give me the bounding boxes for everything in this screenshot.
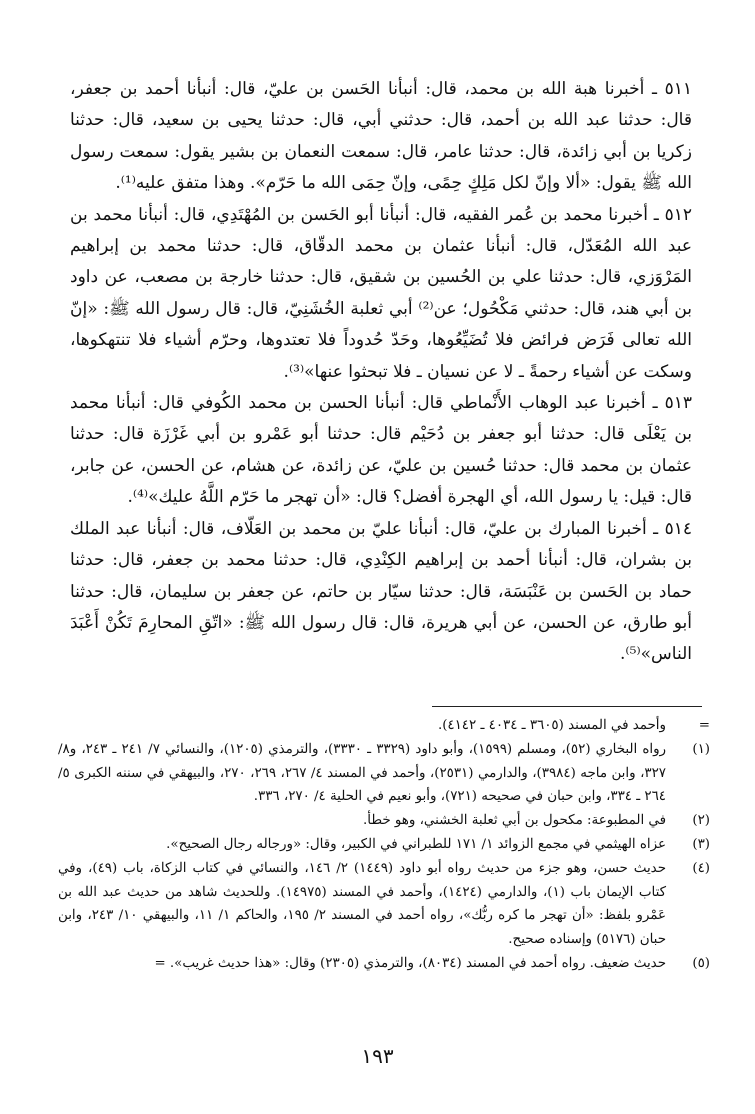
footnote-text: رواه البخاري (٥٢)، ومسلم (١٥٩٩)، وأبو داود (٣٣٢٩ ـ ٣٣٣٠)، والترمذي (١٢٠٥)، والنسائي ٧/ ٢٤١ ـ ٢٤٣، و٨/ ٣٢٧، وابن ماجه (٣٩٨٤)، والدارمي (٢٥٣١)، وأحمد في المسند ٤/ ٢٦٧، ٢٦٩، ٢٧٠، والبيهقي في سننه الكبرى ٥/ ٢٦٤ ـ ٣٣٤، وابن حبان في صحيحه (٧٢١)، وأبو نعيم في الحلية ٤/ ٢٧٠، ٣٣٦. (58, 741, 667, 805)
footnote-continuation (58, 714, 710, 738)
footnote-4 (58, 857, 710, 952)
footnote-text: عزاه الهيثمي في مجمع الزوائد ١/ ١٧١ للطبراني في الكبير، وقال: «ورجاله رجال الصحيح». (166, 836, 666, 852)
footnote-marker: (٢) (692, 813, 710, 829)
footnote-marker: (٣) (692, 836, 710, 852)
footnote-text: في المطبوعة: مكحول بن أبي ثعلبة الخشني، وهو خطأ. (363, 813, 666, 829)
footnote-text: حديث ضعيف. رواه أحمد في المسند (٨٠٣٤)، والترمذي (٢٣٠٥) وقال: «هذا حديث غريب». = (154, 955, 666, 971)
footnote-text: وأحمد في المسند (٣٦٠٥ ـ ٤٠٣٤ ـ ٤١٤٢). (437, 718, 666, 733)
footnote-text: حديث حسن، وهو جزء من حديث رواه أبو داود (١٤٤٩) ٢/ ١٤٦، والنسائي في كتاب الزكاة، باب (٤٩)، وفي كتاب الإيمان باب (١)، والدارمي (١٤٢٤)، وأحمد في المسند (١٤٩٧٥). وللحديث شاهد من حديث عبد الله بن عَمْرو بلفظ: «أن تهجر ما كره ربُّك»، رواه أحمد في المسند ٢/ ١٩٥، والحاكم ١/ ١١، والبيهقي ١٠/ ٢٤٣، وابن حبان (٥١٧٦) وإسناده صحيح. (58, 860, 666, 948)
footnote-2 (58, 809, 710, 833)
footnote-marker: (٤) (692, 860, 710, 876)
hadith-514: ٥١٤ ـ أخبرنا المبارك بن عليّ، قال: أنبأنا عليّ بن محمد بن العَلّاف، قال: أنبأنا عبد الملك بن بشران، قال: أنبأنا أحمد بن إبراهيم الكِنْدِي، قال: حدثنا محمد بن جعفر، قال: حدثنا حماد بن الحَسن بن عَنْبَسَة، قال: حدثنا سيّار بن حاتم، عن جعفر بن سليمان، قال: حدثنا أبو طارق، عن الحسن، عن أبي هريرة، قال: قال رسول الله ﷺ: «اتّقِ المحارِمَ تَكُنْ أَعْبَدَ الناس»⁽⁵⁾. (70, 518, 692, 665)
footnote-5 (58, 952, 710, 976)
hadith-511: ٥١١ ـ أخبرنا هبة الله بن محمد، قال: أنبأنا الحَسن بن عليّ، قال: أنبأنا أحمد بن جعفر، قال: حدثنا عبد الله بن أحمد، قال: حدثني أبي، قال: حدثنا يحيى بن سعيد، قال: حدثنا زكريا بن أبي زائدة، قال: حدثنا عامر، قال: سمعت النعمان بن بشير يقول: سمعت رسول الله ﷺ يقول: «ألا وإنّ لكل مَلِكٍ حِمًى، وإنّ حِمَى الله ما حَرّم». وهذا متفق عليه⁽¹⁾. (70, 79, 692, 194)
footnote-marker: (٥) (692, 955, 710, 971)
footnotes (58, 714, 710, 976)
hadith-512: ٥١٢ ـ أخبرنا محمد بن عُمر الفقيه، قال: أنبأنا أبو الحَسن بن المُهْتَدِي، قال: أنبأنا محمد بن عبد الله المُعَدّل، قال: أنبأنا عثمان بن محمد الدقّاق، قال: حدثنا محمد بن إبراهيم المَرْوَزي، قال: حدثنا علي بن الحُسين بن شقيق، قال: حدثنا خارجة بن مصعب، عن داود بن أبي هند، قال: حدثني مَكْحُول؛ عن⁽²⁾ أبي ثعلبة الخُشَنِيّ، قال: قال رسول الله ﷺ: «إنّ الله تعالى فَرَض فرائض فلا تُضَيِّعُوها، وحَدّ حُدوداً فلا تعتدوها، وحرّم أشياء فلا تنتهكوها، وسكت عن أشياء رحمةً ـ لا عن نسيان ـ فلا تبحثوا عنها»⁽³⁾. (70, 204, 693, 382)
footnote-3 (58, 833, 710, 857)
footnote-1 (58, 738, 710, 809)
footnote-marker: (١) (692, 741, 710, 757)
page-number: ١٩٣ (361, 1044, 394, 1068)
footnote-marker: = (698, 718, 710, 733)
hadith-513: ٥١٣ ـ أخبرنا عبد الوهاب الأَنْماطي قال: أنبأنا الحسن بن محمد الكُوفي قال: أنبأنا محمد بن يَعْلَى قال: حدثنا أبو جعفر بن دُحَيْم قال: حدثنا أبو عَمْرو بن أبي غَرْزَة قال: حدثنا عثمان بن محمد قال: حدثنا حُسين بن عليّ، عن زائدة، عن هشام، عن الحسن، عن جابر، قال: قيل: يا رسول الله، أي الهجرة أفضل؟ قال: «أن تهجر ما حَرّم اللَّهُ عليك»⁽⁴⁾. (70, 393, 692, 508)
main-text (70, 74, 692, 671)
footnote-divider (432, 706, 702, 707)
